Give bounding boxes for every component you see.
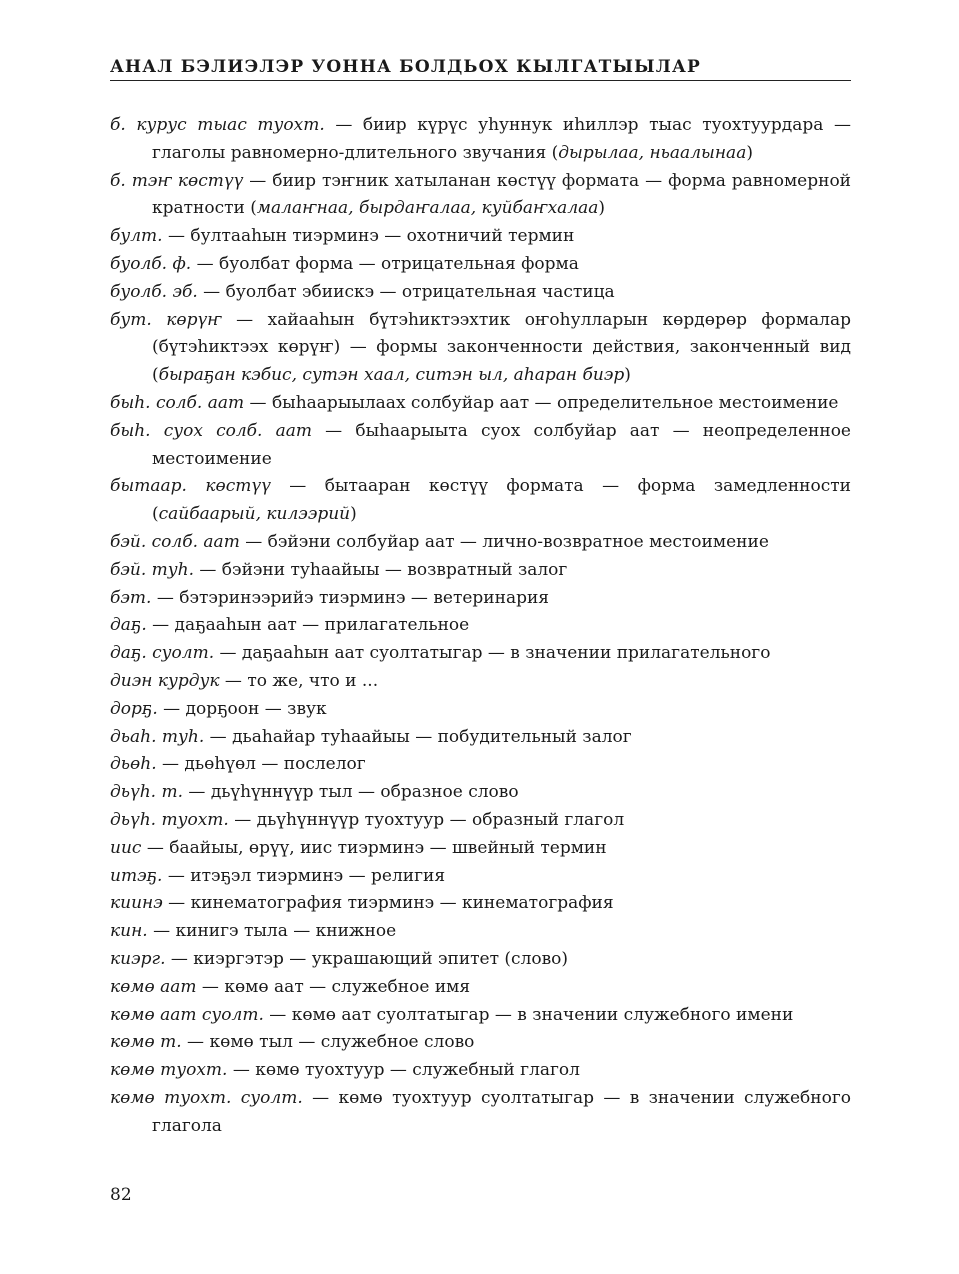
entry-definition: — кинематография тиэрминэ — кинематография	[162, 893, 614, 914]
entry-definition: — биир тэҥник хатыланан көстүү формата — форма равномерной кратности (	[152, 170, 852, 219]
entry-abbreviation: дьөһ.	[110, 754, 157, 775]
entry-abbreviation: көмө туохт.	[110, 1060, 228, 1081]
entry-definition: — көмө туохтуур — служебный глагол	[227, 1060, 580, 1081]
list-item	[110, 946, 851, 974]
page-title: АНАЛ БЭЛИЭЛЭР УОННА БОЛДЬОХ КЫЛГАТЫЫЛАР	[110, 57, 702, 77]
entry-abbreviation: кин.	[110, 921, 148, 942]
list-item	[110, 279, 851, 307]
list-item	[110, 863, 851, 891]
list-item	[110, 612, 851, 640]
entry-example: дырылаа, ньаалынаа	[558, 142, 747, 163]
list-item	[110, 585, 851, 613]
entry-abbreviation: бытаар. көстүү	[110, 476, 271, 497]
entry-abbreviation: бут. көрүҥ	[110, 309, 222, 330]
list-item	[110, 223, 851, 251]
entry-abbreviation: б. тэҥ көстүү	[110, 170, 244, 191]
list-item	[110, 418, 851, 474]
entry-definition: — дьүһүннүүр тыл — образное слово	[183, 782, 519, 803]
entry-closing: )	[746, 142, 753, 163]
entry-example: сайбаарый, килээрий	[158, 504, 351, 525]
entry-definition: — көмө тыл — служебное слово	[181, 1032, 475, 1053]
entry-definition: — даҕааһын аат — прилагательное	[146, 615, 470, 636]
entry-abbreviation: быһ. солб. аат	[110, 392, 245, 413]
list-item	[110, 1085, 851, 1141]
entry-closing: )	[624, 365, 631, 386]
running-header	[110, 55, 851, 79]
entry-definition: — бытааран көстүү формата — форма замедленности (	[152, 476, 851, 525]
entry-abbreviation: даҕ.	[110, 615, 147, 636]
entry-abbreviation: иис	[110, 837, 142, 858]
list-item	[110, 779, 851, 807]
list-item	[110, 974, 851, 1002]
entry-definition: — киэргэтэр — украшающий эпитет (слово)	[165, 948, 569, 969]
entry-definition: — дьүһүннүүр туохтуур — образный глагол	[228, 809, 625, 830]
header-divider	[110, 80, 851, 81]
entry-abbreviation: киинэ	[110, 893, 163, 914]
entry-abbreviation: итэҕ.	[110, 865, 163, 886]
entry-abbreviation: көмө туохт. суолт.	[110, 1087, 303, 1108]
entry-abbreviation: диэн курдук	[110, 670, 220, 691]
list-item	[110, 668, 851, 696]
entry-example: быраҕан кэбис, сутэн хаал, ситэн ыл, аһаран биэр	[158, 365, 625, 386]
list-item	[110, 529, 851, 557]
list-item	[110, 168, 851, 224]
entry-abbreviation: буолб. эб.	[110, 281, 198, 302]
list-item	[110, 724, 851, 752]
entry-example: малаҥнаа, бырдаҥалаа, куйбаҥхалаа	[256, 198, 599, 219]
entry-definition: — баайыы, өрүү, иис тиэрминэ — швейный термин	[141, 837, 607, 858]
entry-definition: — биир күрүс уһуннук иһиллэр тыас туохтуурдара — глаголы равномерно-длительного звучания (	[152, 115, 851, 163]
entry-closing: )	[598, 198, 606, 219]
list-item	[110, 751, 851, 779]
entry-abbreviation: дорҕ.	[110, 698, 158, 719]
list-item	[110, 251, 851, 279]
entry-abbreviation: киэрг.	[110, 948, 166, 969]
entry-definition: — быһаарыылаах солбуйар аат — определительное местоимение	[244, 392, 839, 413]
list-item	[110, 1057, 851, 1085]
entry-definition: — бэтэринээрийэ тиэрминэ — ветеринария	[151, 587, 550, 608]
list-item	[110, 890, 851, 918]
entry-definition: — көмө аат суолтатыгар — в значении служебного имени	[263, 1004, 794, 1025]
list-item	[110, 112, 851, 168]
entry-definition: — көмө туохтуур суолтатыгар — в значении служебного глагола	[152, 1087, 851, 1136]
entry-abbreviation: быһ. суох солб. аат	[110, 420, 313, 441]
entry-abbreviation: булт.	[110, 226, 163, 247]
entry-definition: — буолбат форма — отрицательная форма	[191, 253, 579, 274]
entry-abbreviation: көмө аат	[110, 976, 197, 997]
entry-abbreviation: даҕ. суолт.	[110, 643, 215, 664]
entry-definition: — итэҕэл тиэрминэ — религия	[162, 865, 446, 886]
entry-abbreviation: көмө аат суолт.	[110, 1004, 264, 1025]
entry-definition: — бэйэни туһаайыы — возвратный залог	[194, 559, 568, 580]
entry-definition: — кинигэ тыла — книжное	[147, 921, 397, 942]
entry-abbreviation: бэт.	[110, 587, 152, 608]
entry-abbreviation: буолб. ф.	[110, 253, 192, 274]
list-item	[110, 473, 851, 529]
entry-abbreviation: көмө т.	[110, 1032, 182, 1053]
entry-abbreviation: б. курус тыас туохт.	[110, 115, 325, 135]
entry-abbreviation: дьаһ. туһ.	[110, 726, 205, 747]
entry-definition: — дьөһүөл — послелог	[156, 754, 366, 775]
entry-definition: — бэйэни солбуйар аат — лично-возвратное местоимение	[239, 531, 769, 552]
list-item	[110, 307, 851, 390]
entry-closing: )	[350, 504, 357, 525]
entry-definition: — дьаһайар туһаайыы — побудительный залог	[204, 726, 632, 747]
entry-definition: — быһаарыыта суох солбуйар аат — неопределенное местоимение	[152, 420, 851, 469]
abbreviation-list	[110, 112, 851, 1140]
entry-abbreviation: бэй. солб. аат	[110, 531, 240, 552]
list-item	[110, 807, 851, 835]
list-item	[110, 390, 851, 418]
list-item	[110, 557, 851, 585]
entry-abbreviation: дьүһ. т.	[110, 782, 184, 803]
entry-definition: — дорҕоон — звук	[157, 698, 327, 719]
entry-definition: — даҕааһын аат суолтатыгар — в значении прилагательного	[214, 643, 771, 664]
list-item	[110, 696, 851, 724]
entry-abbreviation: бэй. туһ.	[110, 559, 194, 580]
entry-definition: — то же, что и ...	[219, 670, 379, 691]
entry-definition: — буолбат эбиискэ — отрицательная частица	[197, 281, 615, 302]
list-item	[110, 640, 851, 668]
page-number: 82	[110, 1185, 132, 1205]
list-item	[110, 1002, 851, 1030]
list-item	[110, 835, 851, 863]
entry-definition: — хайааһын бүтэһиктээхтик оҥоһулларын көрдөрөр формалар (бүтэһиктээх көрүҥ) — формы законченности действия, законченный вид (	[152, 309, 851, 386]
list-item	[110, 1029, 851, 1057]
entry-definition: — бултааһын тиэрминэ — охотничий термин	[162, 226, 575, 247]
entry-definition: — көмө аат — служебное имя	[196, 976, 471, 997]
list-item	[110, 918, 851, 946]
entry-abbreviation: дьүһ. туохт.	[110, 809, 229, 830]
